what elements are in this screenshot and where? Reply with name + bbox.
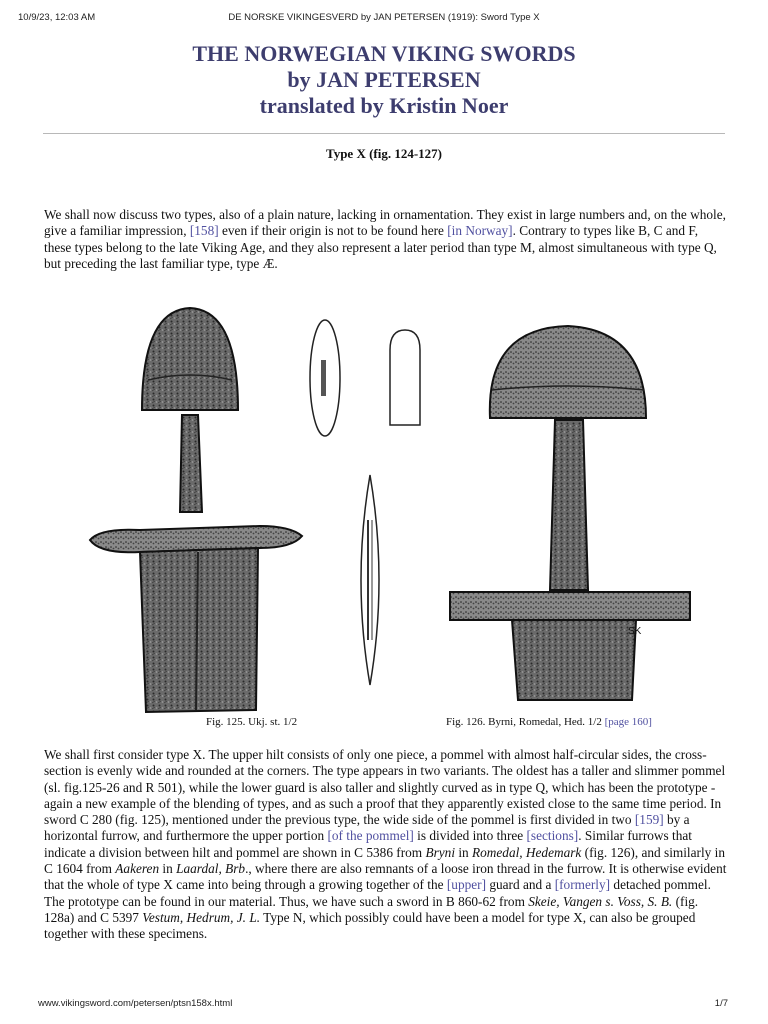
text: (fig. 126), and similarly in C 1604 from (44, 844, 725, 877)
place-name: Romedal, Hedemark (472, 844, 582, 860)
text: in (159, 861, 177, 877)
note-link-in-norway[interactable]: [in Norway] (447, 223, 513, 239)
text: in (455, 844, 473, 860)
page-number: 1/7 (714, 998, 728, 1009)
text: guard and a (486, 877, 555, 893)
footnote-link-158[interactable]: [158] (189, 223, 219, 239)
text: (fig. 128a) and C 5397 (44, 893, 699, 925)
note-link-sections[interactable]: [sections] (526, 828, 579, 844)
print-footer (38, 998, 728, 1012)
fig-126-caption (446, 716, 652, 728)
note-link-formerly[interactable]: [formerly] (554, 877, 611, 893)
place-name: Bryni (425, 844, 456, 860)
page-160-link[interactable]: [page 160] (604, 716, 652, 728)
page-url: www.vikingsword.com/petersen/ptsn158x.html (38, 998, 233, 1009)
text: is divided into three (413, 828, 527, 844)
print-header (18, 12, 750, 26)
text: We shall first consider type X. The upper hilt consists of only one piece, a pommel with almost half-circular sides, the cross-section is evenly wide and rounded at the corners. The type appears in two variants. The oldest has a taller and slimmer pommel (sl. fig.125-26 and R 501), while the lower guard is also taller and slightly curved as in type Q, which has been the prototype - again a new example of the blending of types, and as such a proof that they apparently existed close to the same time period. In sword C 280 (fig. 125), mentioned under the previous type, the wide side of the pommel is first divided in two (44, 747, 726, 828)
place-name: Skeie, Vangen s. Voss, S. B. (528, 893, 673, 909)
title-line-1: THE NORWEGIAN VIKING SWORDS (192, 41, 576, 66)
text: even if their origin is not to be found here (218, 223, 448, 239)
text: . Similar furrows that indicate a division between hilt and pommel are shown in C 5386 from (44, 828, 692, 860)
print-timestamp: 10/9/23, 12:03 AM (18, 12, 96, 23)
note-link-of-the-pommel[interactable]: [of the pommel] (327, 828, 414, 844)
fig-125-caption: Fig. 125. Ukj. st. 1/2 (206, 716, 298, 728)
text: ., where there are also remnants of a loose iron thread in the furrow. It is otherwise evident that the whole of type X came into being through a growing together of the (44, 861, 727, 893)
sword-fig-125 (90, 308, 302, 712)
text: We shall now discuss two types, also of a plain nature, lacking in ornamentation. They exist in large numbers and, on the whole, give a familiar impression, (44, 207, 726, 239)
sword-fig-126 (450, 326, 690, 700)
intro-paragraph (44, 207, 728, 272)
title-line-2: by JAN PETERSEN (287, 67, 481, 92)
footnote-link-159[interactable]: [159] (634, 812, 664, 828)
place-name: Vestum, Hedrum, J. L. (142, 909, 261, 925)
page-title (0, 41, 768, 119)
artist-signature: SK (628, 626, 642, 637)
place-name: Laardal, Brb (176, 861, 246, 877)
print-page-title: DE NORSKE VIKINGESVERD by JAN PETERSEN (1919): Sword Type X (228, 12, 540, 23)
type-x-paragraph (44, 747, 728, 943)
text: detached pommel. The prototype can be found in our material. Thus, we have such a sword in B 860-62 from (44, 877, 711, 909)
section-heading: Type X (fig. 124-127) (325, 146, 443, 161)
note-link-upper[interactable]: [upper] (446, 877, 487, 893)
text: by a horizontal furrow, and furthermore the upper portion (44, 812, 690, 844)
fig-126-caption-text: Fig. 126. Byrni, Romedal, Hed. 1/2 (446, 716, 605, 728)
sword-illustrations (80, 290, 720, 720)
sword-figures (80, 290, 720, 720)
text: Type N, which possibly could have been a model for type X, can also be grouped together with these specimens. (44, 909, 696, 942)
horizontal-rule (43, 133, 725, 134)
cross-section-sketches (310, 320, 420, 685)
title-line-3: translated by Kristin Noer (259, 93, 509, 118)
place-name: Aakeren (115, 861, 160, 877)
text: . Contrary to types like B, C and F, these types belong to the late Viking Age, and they also represent a later period than type M, almost simultaneous with type Q, but preceding the last familiar type, type Æ. (44, 223, 717, 271)
